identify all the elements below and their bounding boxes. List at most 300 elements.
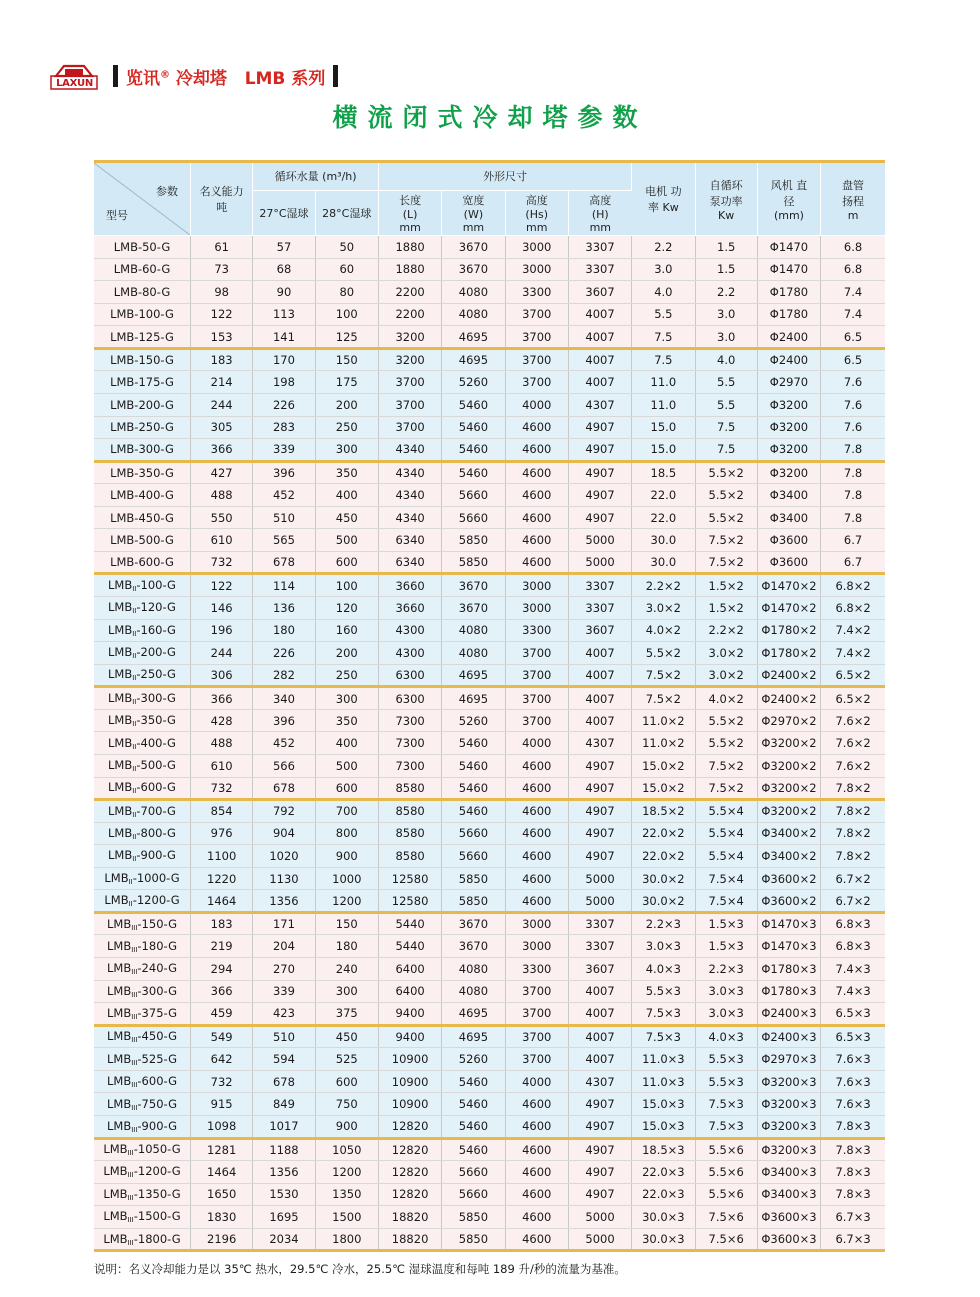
table-cell: 7.5×2 [632,664,695,687]
table-cell: 244 [190,642,252,665]
table-cell: 22.0 [632,506,695,529]
table-cell: 2.2×2 [695,619,757,642]
table-cell: Φ3600×2 [757,867,820,890]
table-cell: 1650 [190,1183,252,1206]
model-cell: $LMB_{II}-500-G$ [94,754,190,777]
table-cell: 294 [190,958,252,981]
table-cell: Φ1780 [757,303,820,326]
table-cell: 198 [253,371,315,394]
table-row [94,642,885,665]
table-cell: 183 [190,348,252,371]
table-cell: 5660 [442,1161,505,1184]
table-cell: 3607 [568,958,631,981]
table-cell: 6.7 [821,529,885,552]
table-cell: 6.8×3 [821,912,885,935]
table-cell: 1.5×3 [695,912,757,935]
table-cell: 396 [253,461,315,484]
table-cell: 459 [190,1003,252,1026]
table-cell: 849 [253,1093,315,1116]
table-cell: Φ2400 [757,326,820,349]
table-cell: 5.5×3 [695,1048,757,1071]
table-cell: 4300 [378,619,441,642]
table-cell: 3307 [568,935,631,958]
table-cell: Φ3400 [757,506,820,529]
table-cell: 15.0 [632,439,695,462]
table-cell: 15.0×2 [632,754,695,777]
table-cell: Φ2970×3 [757,1048,820,1071]
table-cell: 3307 [568,574,631,597]
table-cell: 5460 [442,416,505,439]
table-cell: 3.0 [695,326,757,349]
table-cell: 7.4×2 [821,619,885,642]
table-cell: 1200 [315,1161,378,1184]
table-cell: 3000 [505,236,568,259]
table-cell: 150 [315,348,378,371]
table-cell: 7300 [378,754,441,777]
header-flow27: 27°C湿球 [253,190,315,235]
table-cell: 5850 [442,1206,505,1229]
table-cell: 5000 [568,529,631,552]
model-cell: $LMB_{III}-1800-G$ [94,1228,190,1251]
table-cell: 7.8×2 [821,845,885,868]
table-cell: 366 [190,980,252,1003]
spec-table-wrap [94,160,885,1252]
table-cell: 4007 [568,642,631,665]
table-cell: 510 [253,506,315,529]
table-cell: 7.6 [821,393,885,416]
table-cell: 3000 [505,935,568,958]
table-cell: 4.0×2 [632,619,695,642]
model-cell: LMB-100-G [94,303,190,326]
table-cell: 22.0×2 [632,845,695,868]
table-cell: 5.5×2 [695,732,757,755]
table-cell: 678 [253,551,315,574]
table-cell: 5850 [442,867,505,890]
table-cell: Φ3200×3 [757,1070,820,1093]
table-cell: 3700 [505,326,568,349]
table-cell: 3700 [505,709,568,732]
table-cell: 250 [315,664,378,687]
table-cell: 732 [190,777,252,800]
model-cell: $LMB_{II}-250-G$ [94,664,190,687]
table-row [94,732,885,755]
model-cell: LMB-450-G [94,506,190,529]
table-cell: 3670 [442,258,505,281]
table-cell: 68 [253,258,315,281]
table-cell: 3670 [442,935,505,958]
table-cell: 2.2 [695,281,757,304]
table-cell: 3307 [568,597,631,620]
table-cell: 5000 [568,867,631,890]
table-cell: 3700 [505,1003,568,1026]
table-row [94,958,885,981]
table-cell: 5000 [568,1228,631,1251]
table-cell: 4080 [442,642,505,665]
table-cell: 7.8 [821,484,885,507]
table-cell: 915 [190,1093,252,1116]
model-cell: LMB-200-G [94,393,190,416]
table-cell: 226 [253,393,315,416]
table-cell: 1188 [253,1138,315,1161]
table-cell: 100 [315,574,378,597]
table-cell: 2.2×3 [632,912,695,935]
model-cell: LMB-150-G [94,348,190,371]
table-cell: 732 [190,1070,252,1093]
table-cell: 7.5×6 [695,1206,757,1229]
table-cell: 4907 [568,506,631,529]
table-cell: 549 [190,1025,252,1048]
table-cell: 5460 [442,439,505,462]
table-cell: 5.5×2 [695,461,757,484]
table-cell: 12820 [378,1115,441,1138]
table-cell: 4600 [505,439,568,462]
table-cell: 6.8×2 [821,597,885,620]
table-cell: 4907 [568,439,631,462]
table-cell: Φ1780×2 [757,619,820,642]
table-cell: 4007 [568,709,631,732]
table-cell: 4307 [568,393,631,416]
table-cell: 50 [315,236,378,259]
table-cell: 6.7×2 [821,867,885,890]
table-cell: 125 [315,326,378,349]
table-cell: 7.5 [632,348,695,371]
table-cell: 340 [253,687,315,710]
model-cell: LMB-50-G [94,236,190,259]
table-cell: 5000 [568,1206,631,1229]
table-cell: 22.0×3 [632,1183,695,1206]
table-cell: 4907 [568,1115,631,1138]
table-cell: Φ3600 [757,551,820,574]
table-cell: 11.0×2 [632,732,695,755]
table-cell: 4600 [505,845,568,868]
table-cell: 6300 [378,687,441,710]
table-cell: 7.8 [821,439,885,462]
table-cell: 3670 [442,236,505,259]
table-cell: Φ1780 [757,281,820,304]
table-cell: 7.4 [821,303,885,326]
table-cell: 3660 [378,574,441,597]
table-cell: 700 [315,800,378,823]
table-cell: Φ1780×3 [757,980,820,1003]
table-row [94,890,885,913]
table-cell: 5460 [442,461,505,484]
table-cell: 4907 [568,1183,631,1206]
table-cell: 3.0×2 [632,597,695,620]
table-cell: 150 [315,912,378,935]
table-cell: 4600 [505,1206,568,1229]
header-motor: 电机 功率 Kw [632,162,695,236]
table-cell: 900 [315,1115,378,1138]
table-cell: 5460 [442,800,505,823]
table-cell: 5660 [442,822,505,845]
table-cell: 4907 [568,777,631,800]
table-cell: 15.0×2 [632,777,695,800]
header-height-hs: 高度 (Hs) mm [505,190,568,235]
table-cell: 7.4×2 [821,642,885,665]
table-cell: 9400 [378,1025,441,1048]
table-cell: 904 [253,822,315,845]
table-cell: 6.8 [821,236,885,259]
table-row [94,1070,885,1093]
table-cell: 5460 [442,1070,505,1093]
table-cell: 4600 [505,416,568,439]
table-cell: 300 [315,687,378,710]
table-cell: 204 [253,935,315,958]
table-cell: 12580 [378,890,441,913]
table-cell: 7.5 [695,416,757,439]
table-cell: 1830 [190,1206,252,1229]
table-cell: 3000 [505,912,568,935]
table-row [94,1025,885,1048]
table-cell: Φ3200 [757,439,820,462]
model-cell: LMB-600-G [94,551,190,574]
model-cell: $LMB_{II}-120-G$ [94,597,190,620]
table-cell: Φ2400 [757,348,820,371]
table-cell: 5.5 [632,303,695,326]
table-cell: 565 [253,529,315,552]
table-cell: 1020 [253,845,315,868]
table-cell: 3000 [505,258,568,281]
table-cell: 7.8×3 [821,1161,885,1184]
table-cell: 594 [253,1048,315,1071]
table-cell: 7.6 [821,416,885,439]
table-cell: 3.0×2 [695,642,757,665]
table-cell: 4907 [568,754,631,777]
model-cell: $LMB_{III}-525-G$ [94,1048,190,1071]
model-cell: $LMB_{III}-1500-G$ [94,1206,190,1229]
table-row [94,1115,885,1138]
table-cell: 610 [190,754,252,777]
table-cell: 61 [190,236,252,259]
table-row [94,326,885,349]
table-cell: 6.5×3 [821,1003,885,1026]
table-cell: 4007 [568,303,631,326]
table-cell: 4007 [568,371,631,394]
table-cell: 114 [253,574,315,597]
table-row [94,1183,885,1206]
table-cell: Φ3200×3 [757,1138,820,1161]
table-cell: 12820 [378,1138,441,1161]
model-cell: $LMB_{III}-1050-G$ [94,1138,190,1161]
table-row [94,1228,885,1251]
table-cell: 4.0 [695,348,757,371]
model-cell: $LMB_{II}-600-G$ [94,777,190,800]
table-cell: 5260 [442,371,505,394]
model-cell: $LMB_{II}-400-G$ [94,732,190,755]
table-row [94,845,885,868]
table-cell: 7.8 [821,506,885,529]
table-cell: 5460 [442,754,505,777]
table-cell: 427 [190,461,252,484]
table-cell: 500 [315,754,378,777]
table-cell: 5460 [442,1093,505,1116]
table-row [94,1093,885,1116]
table-cell: 3607 [568,281,631,304]
table-cell: 4600 [505,506,568,529]
table-cell: 4080 [442,281,505,304]
table-cell: Φ3400×2 [757,845,820,868]
table-cell: Φ3200 [757,461,820,484]
table-cell: 7.5×3 [632,1003,695,1026]
table-cell: 350 [315,709,378,732]
table-row [94,461,885,484]
table-row [94,393,885,416]
table-cell: 244 [190,393,252,416]
table-cell: 6.7×3 [821,1228,885,1251]
table-cell: 5.5 [695,393,757,416]
table-cell: 7.5×2 [695,777,757,800]
table-cell: 73 [190,258,252,281]
table-cell: 6.7 [821,551,885,574]
table-cell: 600 [315,777,378,800]
model-cell: $LMB_{II}-300-G$ [94,687,190,710]
table-cell: 4695 [442,687,505,710]
table-cell: 306 [190,664,252,687]
table-cell: 3700 [505,664,568,687]
table-cell: 3200 [378,326,441,349]
table-cell: Φ3400×3 [757,1161,820,1184]
model-cell: $LMB_{III}-900-G$ [94,1115,190,1138]
table-cell: 7.5×2 [695,551,757,574]
table-cell: 15.0×3 [632,1115,695,1138]
table-cell: 18820 [378,1206,441,1229]
table-row [94,371,885,394]
table-cell: 98 [190,281,252,304]
table-cell: 4907 [568,822,631,845]
table-cell: 1.5×3 [695,935,757,958]
table-cell: 146 [190,597,252,620]
table-cell: 7.6×3 [821,1070,885,1093]
model-cell: LMB-125-G [94,326,190,349]
table-row [94,1138,885,1161]
table-cell: 4600 [505,529,568,552]
table-cell: Φ3200×2 [757,754,820,777]
table-cell: 1.5 [695,236,757,259]
header-flow28: 28°C湿球 [315,190,378,235]
table-cell: 7.6×2 [821,732,885,755]
model-cell: $LMB_{III}-180-G$ [94,935,190,958]
table-cell: 7.5×4 [695,867,757,890]
table-cell: Φ3400×2 [757,822,820,845]
table-cell: 6.5 [821,326,885,349]
table-cell: 11.0 [632,393,695,416]
table-cell: 4307 [568,732,631,755]
table-cell: 1350 [315,1183,378,1206]
table-cell: 525 [315,1048,378,1071]
table-cell: Φ3600×3 [757,1206,820,1229]
table-cell: 900 [315,845,378,868]
footnote: 说明：名义冷却能力是以 35℃ 热水，29.5℃ 冷水，25.5℃ 湿球温度和每吨 189 升/秒的流量为基准。 [94,1262,626,1276]
table-cell: Φ1470 [757,236,820,259]
table-cell: 2196 [190,1228,252,1251]
table-cell: 200 [315,642,378,665]
table-cell: 3660 [378,597,441,620]
table-row [94,912,885,935]
table-cell: 80 [315,281,378,304]
table-cell: 3700 [505,1025,568,1048]
table-cell: 12820 [378,1183,441,1206]
model-cell: LMB-500-G [94,529,190,552]
table-cell: 240 [315,958,378,981]
table-cell: 7300 [378,732,441,755]
table-cell: 5.5×2 [632,642,695,665]
table-cell: Φ3200×2 [757,732,820,755]
model-cell: $LMB_{III}-600-G$ [94,1070,190,1093]
table-cell: 4600 [505,1228,568,1251]
table-cell: 4340 [378,461,441,484]
table-row [94,439,885,462]
table-cell: Φ2400×3 [757,1003,820,1026]
table-cell: 5.5×6 [695,1183,757,1206]
table-cell: 22.0×2 [632,822,695,845]
header-coil: 盘管 扬程 m [821,162,885,236]
table-cell: Φ3600×3 [757,1228,820,1251]
table-cell: 4907 [568,1161,631,1184]
table-cell: 375 [315,1003,378,1026]
table-cell: 1000 [315,867,378,890]
table-cell: 4695 [442,326,505,349]
table-cell: Φ2400×3 [757,1025,820,1048]
table-cell: 60 [315,258,378,281]
table-cell: 6.8 [821,258,885,281]
table-cell: 7.5×3 [695,1093,757,1116]
table-cell: 5850 [442,1228,505,1251]
table-cell: 30.0 [632,551,695,574]
table-row [94,236,885,259]
table-row [94,777,885,800]
table-row [94,303,885,326]
table-cell: 1281 [190,1138,252,1161]
table-cell: 7.5×2 [632,687,695,710]
table-cell: 7.5 [695,439,757,462]
table-cell: 3300 [505,619,568,642]
table-cell: 732 [190,551,252,574]
table-cell: 4340 [378,439,441,462]
table-cell: 4.0×2 [695,687,757,710]
table-cell: 1464 [190,890,252,913]
spec-table [94,160,885,1252]
table-cell: Φ1780×2 [757,642,820,665]
table-row [94,687,885,710]
table-cell: 4695 [442,348,505,371]
table-cell: 100 [315,303,378,326]
table-cell: 6.8×3 [821,935,885,958]
table-cell: 1017 [253,1115,315,1138]
table-cell: 488 [190,732,252,755]
table-cell: 4600 [505,1138,568,1161]
table-cell: 7.5×6 [695,1228,757,1251]
table-cell: 90 [253,281,315,304]
table-cell: 8580 [378,822,441,845]
table-cell: 18820 [378,1228,441,1251]
table-cell: 8580 [378,800,441,823]
table-cell: 3200 [378,348,441,371]
table-cell: 4600 [505,890,568,913]
table-cell: 11.0×3 [632,1070,695,1093]
table-cell: 5.5×3 [632,980,695,1003]
model-cell: LMB-300-G [94,439,190,462]
table-cell: 2200 [378,303,441,326]
table-cell: 7.8×2 [821,800,885,823]
table-cell: 1098 [190,1115,252,1138]
table-cell: 1220 [190,867,252,890]
table-cell: 8580 [378,777,441,800]
table-cell: 30.0×2 [632,867,695,890]
table-cell: 4600 [505,484,568,507]
brand-name: 览讯® 冷却塔 LMB 系列 [126,68,326,89]
table-cell: 160 [315,619,378,642]
table-cell: 4307 [568,1070,631,1093]
